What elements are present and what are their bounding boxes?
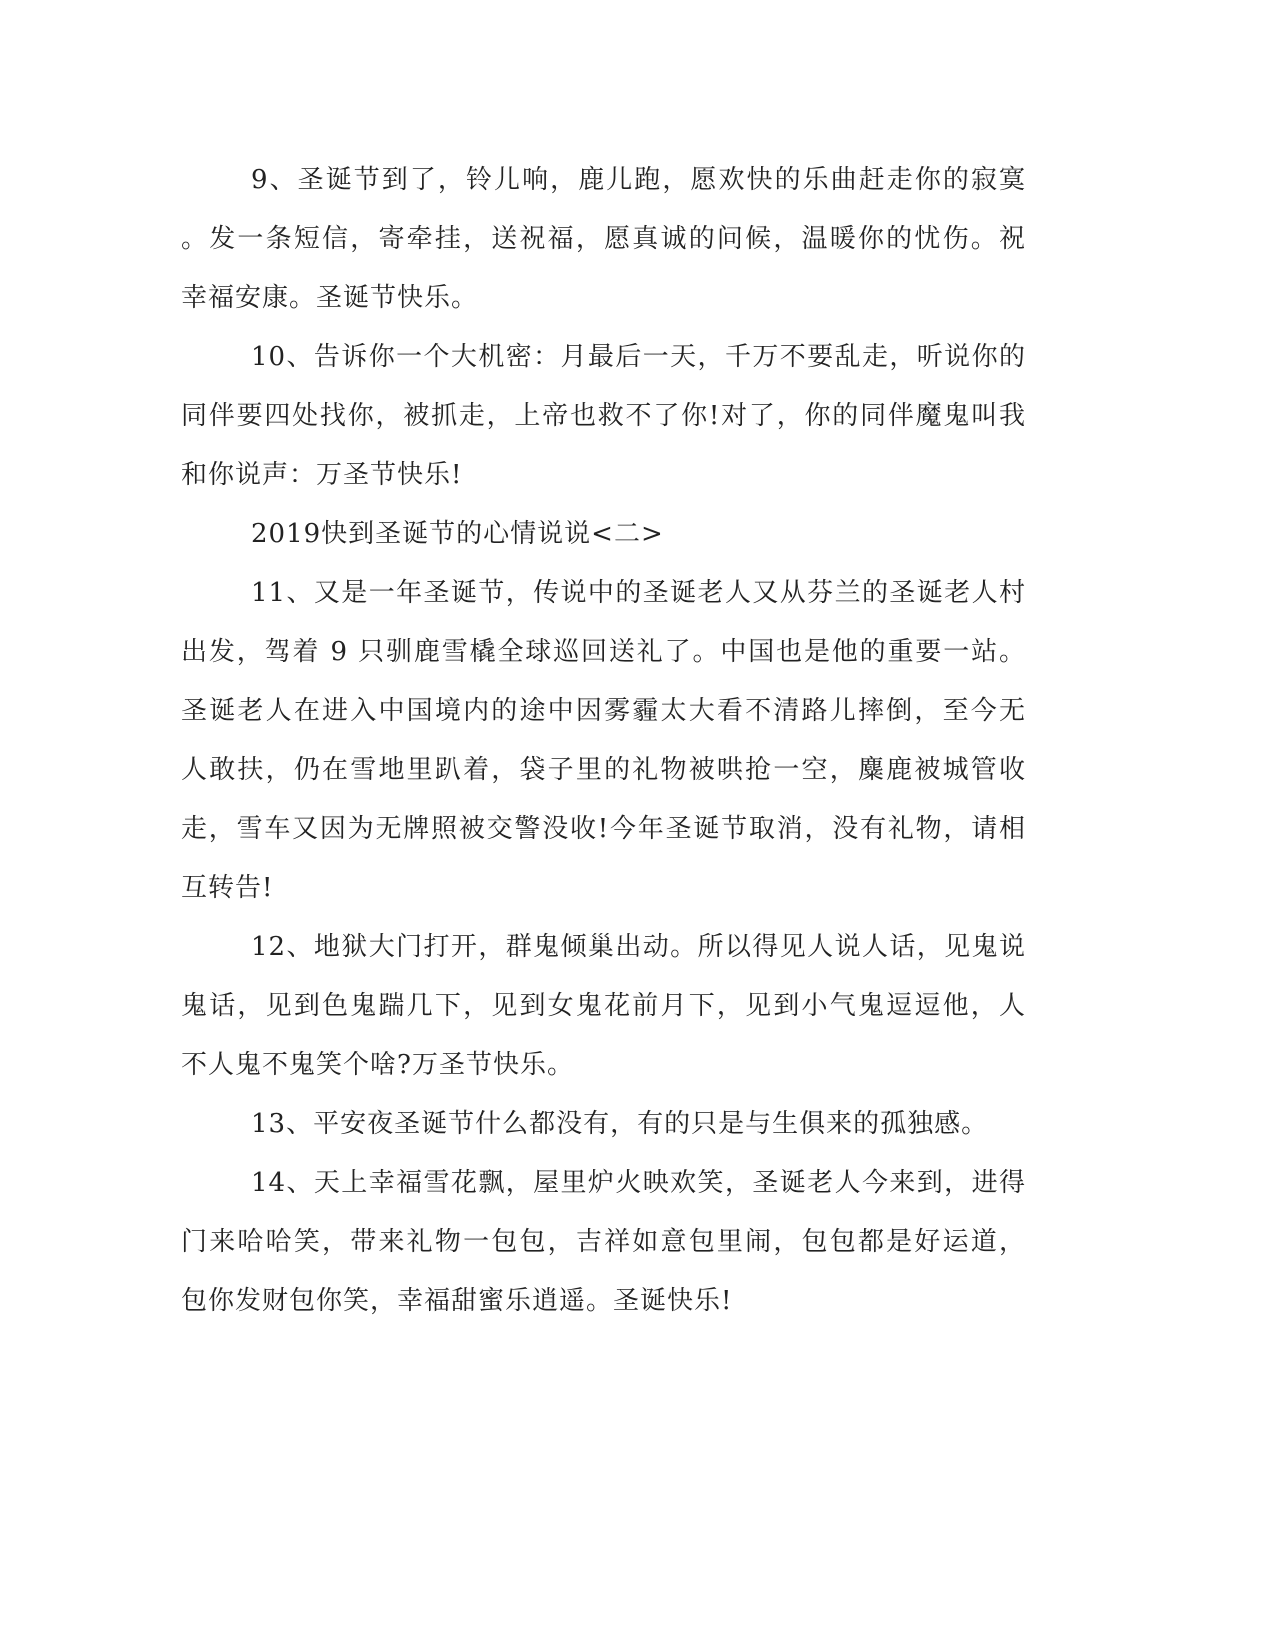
text-line: 门来哈哈笑，带来礼物一包包，吉祥如意包里闹，包包都是好运道，	[181, 1227, 1026, 1257]
text-line: 13、平安夜圣诞节什么都没有，有的只是与生俱来的孤独感。	[251, 1109, 989, 1139]
paragraph	[181, 927, 1026, 1104]
text-line: 互转告!	[181, 873, 274, 903]
paragraph	[181, 337, 1026, 514]
paragraph	[181, 1163, 1026, 1340]
text-line: 。发一条短信，寄牵挂，送祝福，愿真诚的问候，温暖你的忧伤。祝	[181, 224, 1026, 254]
text-line: 9、圣诞节到了，铃儿响，鹿儿跑，愿欢快的乐曲赶走你的寂寞	[251, 165, 1026, 195]
text-line: 同伴要四处找你，被抓走，上帝也救不了你!对了，你的同伴魔鬼叫我	[181, 401, 1026, 431]
text-line: 包你发财包你笑，幸福甜蜜乐逍遥。圣诞快乐!	[181, 1286, 733, 1316]
text-line: 人敢扶，仍在雪地里趴着，袋子里的礼物被哄抢一空，麋鹿被城管收	[181, 755, 1026, 785]
text-line: 12、地狱大门打开，群鬼倾巢出动。所以得见人说人话，见鬼说	[251, 932, 1026, 962]
paragraph	[181, 514, 1026, 573]
document-page	[181, 160, 1026, 1340]
text-line: 出发，驾着 9 只驯鹿雪橇全球巡回送礼了。中国也是他的重要一站。	[181, 637, 1026, 667]
text-line: 11、又是一年圣诞节，传说中的圣诞老人又从芬兰的圣诞老人村	[251, 578, 1026, 608]
paragraph	[181, 573, 1026, 927]
text-line: 10、告诉你一个大机密：月最后一天，千万不要乱走，听说你的	[251, 342, 1026, 372]
paragraph	[181, 1104, 1026, 1163]
text-line: 2019快到圣诞节的心情说说<二>	[251, 519, 664, 549]
text-line: 走，雪车又因为无牌照被交警没收!今年圣诞节取消，没有礼物，请相	[181, 814, 1026, 844]
text-line: 圣诞老人在进入中国境内的途中因雾霾太大看不清路儿摔倒，至今无	[181, 696, 1026, 726]
text-line: 和你说声：万圣节快乐!	[181, 460, 463, 490]
text-line: 14、天上幸福雪花飘，屋里炉火映欢笑，圣诞老人今来到，进得	[251, 1168, 1026, 1198]
text-line: 鬼话，见到色鬼踹几下，见到女鬼花前月下，见到小气鬼逗逗他，人	[181, 991, 1026, 1021]
text-line: 不人鬼不鬼笑个啥?万圣节快乐。	[181, 1050, 574, 1080]
text-line: 幸福安康。圣诞节快乐。	[181, 283, 479, 313]
paragraph	[181, 160, 1026, 337]
